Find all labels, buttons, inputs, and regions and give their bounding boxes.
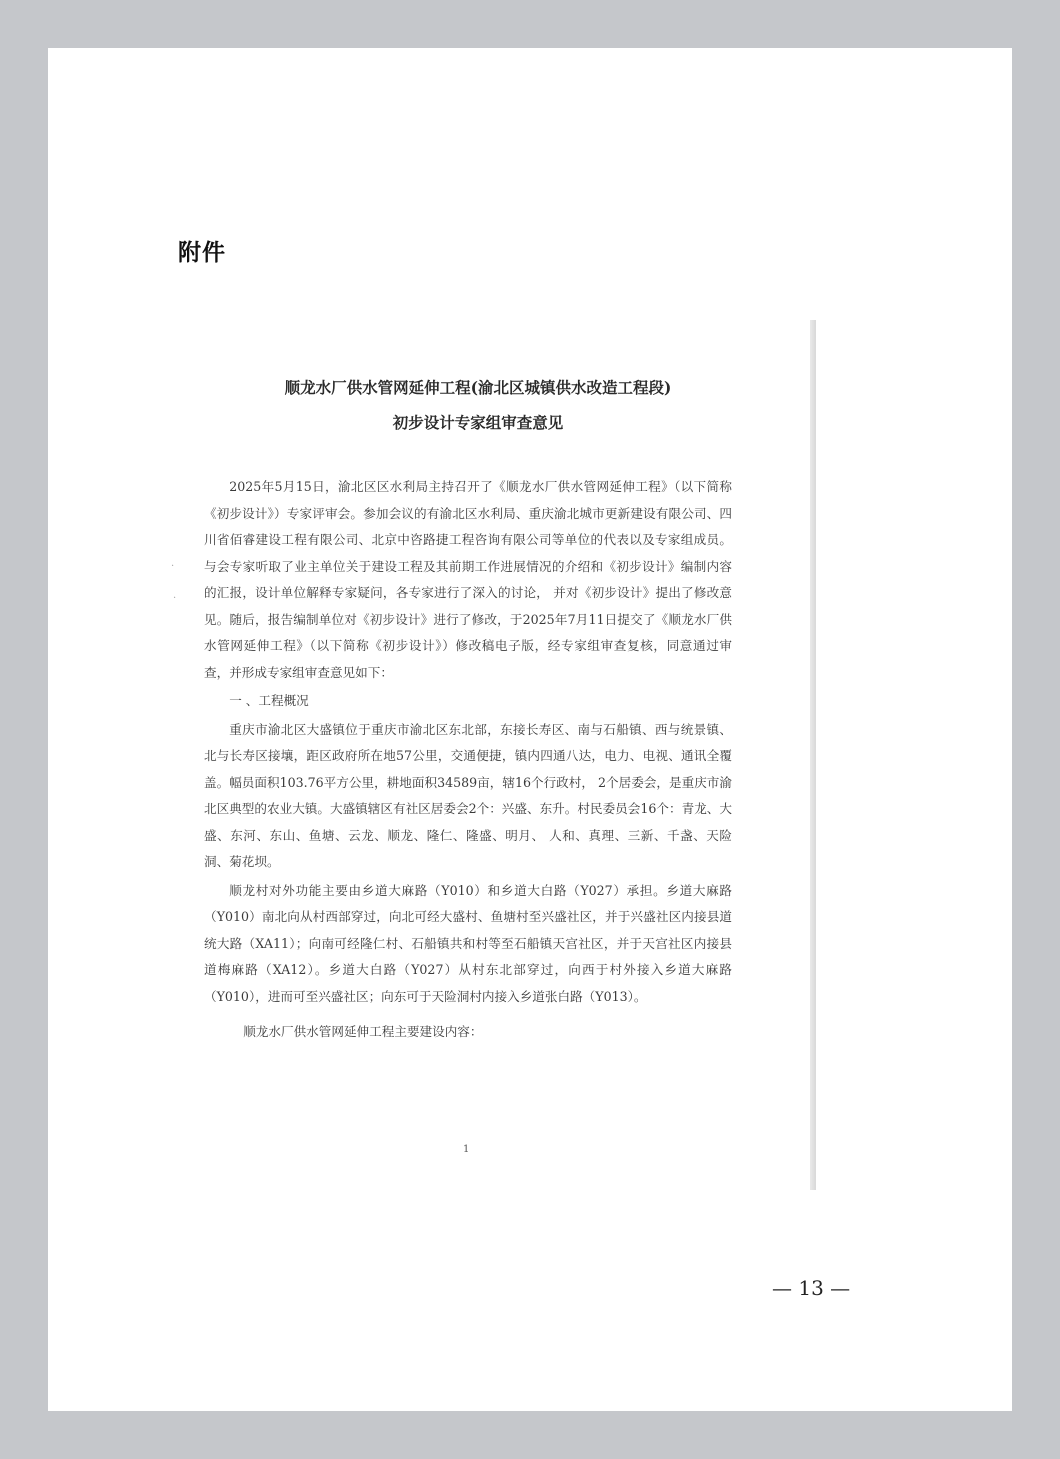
document-subtitle: 初步设计专家组审查意见: [392, 413, 564, 432]
paragraph-town-overview: 重庆市渝北区大盛镇位于重庆市渝北区东北部，东接长寿区、南与石船镇、西与统景镇、北与长寿区接壤，距区政府所在地57公里，交通便捷，镇内四通八达，电力、电视、通讯全覆盖。幅员面积103.76平方公里，耕地面积34589亩，辖16个行政村， 2个居委会，是重庆市渝北区典型的农业大镇。大盛镇辖区有社区居委会2个：兴盛、东升。村民委员会16个：青龙、大盛、东河、东山、鱼塘、云龙、顺龙、隆仁、隆盛、明月、 人和、真理、三新、千盏、天险洞、菊花坝。: [204, 721, 732, 869]
scan-edge-shadow: [810, 320, 816, 1190]
document-body: [204, 474, 732, 1046]
document-title: 顺龙水厂供水管网延伸工程(渝北区城镇供水改造工程段): [284, 378, 672, 397]
paragraph-construction-content: 顺龙水厂供水管网延伸工程主要建设内容：: [243, 1024, 483, 1039]
scan-page-number: 1: [463, 1144, 470, 1155]
section-heading-overview: 一 、工程概况: [229, 693, 309, 708]
paragraph-meeting: 2025年5月15日，渝北区区水利局主持召开了《顺龙水厂供水管网延伸工程》（以下简称《初步设计》）专家评审会。参加会议的有渝北区水利局、重庆渝北城市更新建设有限公司、四川省佰睿建设工程有限公司、北京中咨路捷工程咨询有限公司等单位的代表以及专家组成员。与会专家听取了业主单位关于建设工程及其前期工作进展情况的介绍和《初步设计》编制内容的汇报，设计单位解释专家疑问，各专家进行了深入的讨论， 并对《初步设计》提出了修改意见。随后，报告编制单位对《初步设计》进行了修改，于2025年7月11日提交了《顺龙水厂供水管网延伸工程》（以下简称《初步设计》）修改稿电子版，经专家组审查复核，同意通过审查，并形成专家组审查意见如下：: [204, 479, 732, 680]
page-number: — 13 —: [772, 1276, 851, 1300]
document-page: [48, 48, 1012, 1411]
attachment-label: 附件: [178, 240, 226, 266]
scan-speck: ·: [173, 593, 177, 604]
scanned-document-image: [173, 318, 823, 1193]
scan-speck: ·: [171, 561, 175, 572]
paragraph-roads: 顺龙村对外功能主要由乡道大麻路（Y010）和乡道大白路（Y027）承担。乡道大麻路（Y010）南北向从村西部穿过，向北可经大盛村、鱼塘村至兴盛社区，并于兴盛社区内接县道统大路（XA11）；向南可经隆仁村、石船镇共和村等至石船镇天宫社区，并于天宫社区内接县道梅麻路（XA12）。乡道大白路（Y027）从村东北部穿过，向西于村外接入乡道大麻路（Y010），进而可至兴盛社区；向东可于天险洞村内接入乡道张白路（Y013）。: [204, 882, 732, 1004]
